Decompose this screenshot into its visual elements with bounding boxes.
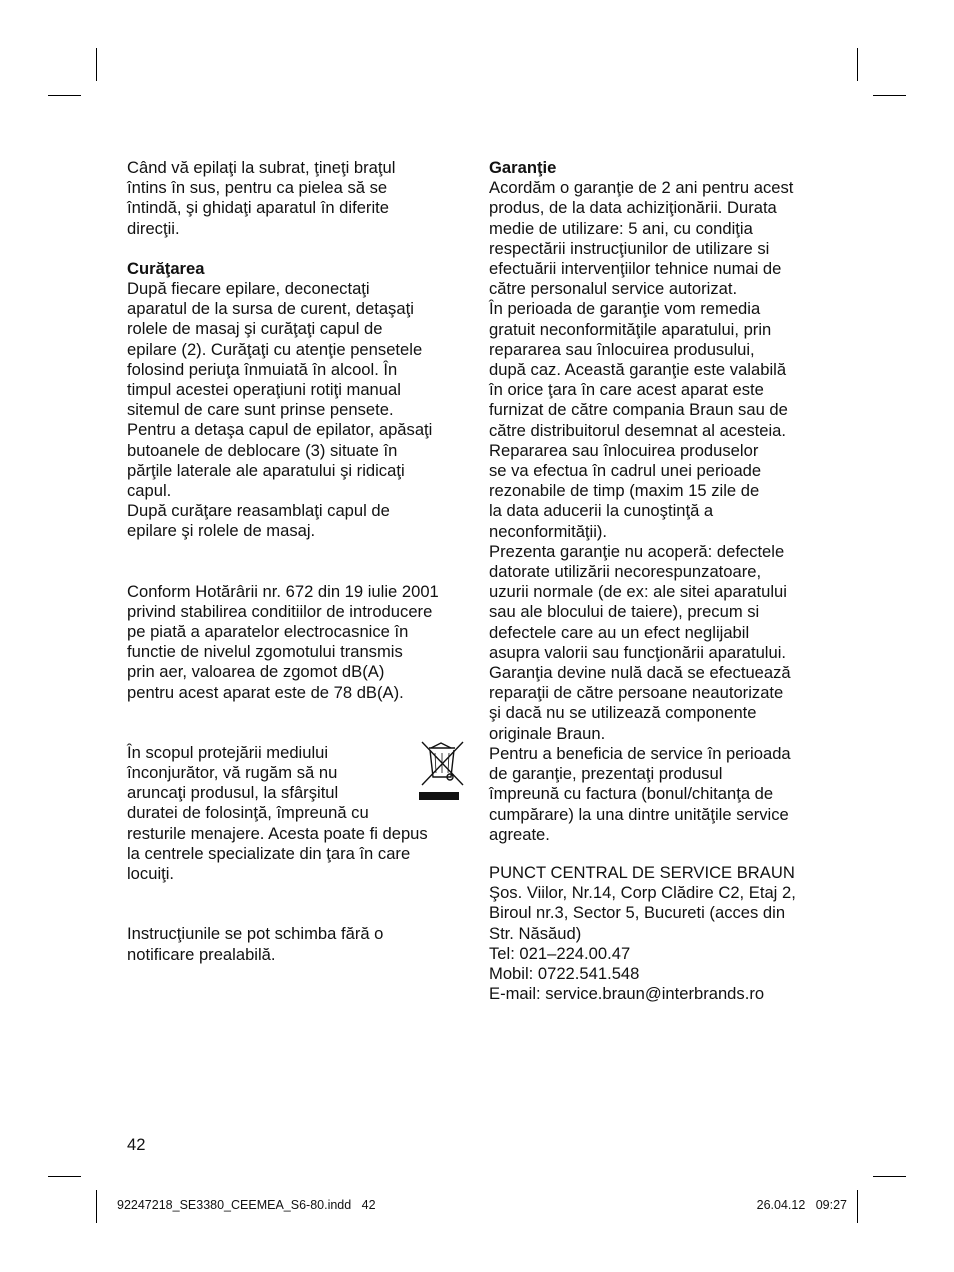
text-line: epilare (2). Curăţaţi cu atenţie pensetele: [127, 339, 423, 359]
text-line: şi dacă nu se utilizează componente: [489, 703, 757, 723]
text-line: de garanţie, prezentaţi produsul: [489, 764, 723, 784]
right-column: [489, 158, 834, 1004]
crop-mark-bottom-right-horizontal: [873, 1176, 906, 1177]
left-column: [127, 158, 467, 965]
text-line: epilare şi rolele de masaj.: [127, 521, 316, 541]
text-line: După curăţare reasamblaţi capul de: [127, 501, 390, 521]
crop-mark-bottom-right-vertical: [857, 1190, 858, 1223]
text-line: Şos. Viilor, Nr.14, Corp Clădire C2, Etaj 2,: [489, 883, 796, 903]
text-line: prin aer, valoarea de zgomot dB(A): [127, 662, 385, 682]
text-line: la centrele specializate din ţara în care: [127, 843, 411, 863]
text-line: gratuit neconformităţile aparatului, prin: [489, 319, 772, 339]
text-line: împreună cu factura (bonul/chitanţa de: [489, 784, 774, 804]
text-line: capul.: [127, 481, 172, 501]
crop-mark-top-right-vertical: [857, 48, 858, 81]
text-line: După fiecare epilare, deconectaţi: [127, 279, 370, 299]
text-line: Repararea sau înlocuirea produselor: [489, 440, 759, 460]
text-line: rolele de masaj şi curăţaţi capul de: [127, 319, 383, 339]
noise-paragraph: [127, 582, 467, 703]
text-line: sitemul de care sunt prinse pensete.: [127, 400, 394, 420]
text-line: furnizat de către compania Braun sau de: [489, 400, 788, 420]
warranty-section: [489, 158, 834, 845]
page-number: 42: [127, 1135, 146, 1154]
text-line: efectuării intervenţiilor tehnice numai de: [489, 259, 782, 279]
text-line: Conform Hotărârii nr. 672 din 19 iulie 2001: [127, 581, 439, 601]
text-line: părţile laterale ale aparatului şi ridicaţi: [127, 460, 405, 480]
phone-line: Tel: 021–224.00.47: [489, 943, 631, 963]
text-line: privind stabilirea conditiilor de introducere: [127, 601, 433, 621]
text-line: medie de utilizare: 5 ani, cu condiţia: [489, 218, 753, 238]
text-line: Garanţia devine nulă dacă se efectuează: [489, 663, 791, 683]
text-line: la data aducerii la cunoştinţă a: [489, 501, 714, 521]
file-slug: 92247218_SE3380_CEEMEA_S6-80.indd 42: [117, 1198, 376, 1212]
text-line: după caz. Această garanţie este valabilă: [489, 360, 787, 380]
service-address: [489, 863, 834, 1004]
text-line: resturile menajere. Acesta poate fi depus: [127, 823, 428, 843]
crop-mark-bottom-left-horizontal: [48, 1176, 81, 1177]
text-line: Pentru a beneficia de service în perioada: [489, 743, 791, 763]
text-line: PUNCT CENTRAL DE SERVICE BRAUN: [489, 862, 795, 882]
text-line: întins în sus, pentru ca pielea să se: [127, 178, 388, 198]
text-line: Prezenta garanţie nu acoperă: defectele: [489, 541, 785, 561]
crop-mark-top-left-horizontal: [48, 95, 81, 96]
text-line: defectele care au un efect neglijabil: [489, 622, 750, 642]
text-line: direcţii.: [127, 218, 180, 238]
text-line: folosind periuţa înmuiată în alcool. În: [127, 359, 398, 379]
mobile-line: Mobil: 0722.541.548: [489, 963, 640, 983]
text-line: se va efectua în cadrul unei perioade: [489, 461, 762, 481]
text-line: În perioada de garanţie vom remedia: [489, 299, 761, 319]
text-line: originale Braun.: [489, 723, 606, 743]
text-line: notificare prealabilă.: [127, 944, 276, 964]
text-line: functie de nivelul zgomotului transmis: [127, 642, 403, 662]
text-line: aruncaţi produsul, la sfârşitul: [127, 783, 339, 803]
text-line: În scopul protejării mediului: [127, 742, 329, 762]
email-line: E-mail: service.braun@interbrands.ro: [489, 984, 765, 1004]
text-line: pe piată a aparatelor electrocasnice în: [127, 622, 409, 642]
notice-paragraph: [127, 924, 467, 964]
text-line: întindă, şi ghidaţi aparatul în diferite: [127, 198, 389, 218]
text-line: înconjurător, vă rugăm să nu: [127, 763, 338, 783]
text-line: rezonabile de timp (maxim 15 zile de: [489, 481, 760, 501]
cleaning-section: [127, 259, 467, 542]
crop-mark-top-left-vertical: [96, 48, 97, 81]
text-line: agreate.: [489, 824, 550, 844]
text-line: respectării instrucţiunilor de utilizare si: [489, 238, 770, 258]
text-line: uzurii normale (de ex: ale sitei aparatului: [489, 582, 787, 602]
text-line: repararea sau înlocuirea produsului,: [489, 339, 755, 359]
text-line: locuiţi.: [127, 864, 175, 884]
text-line: produs, de la data achiziţionării. Durata: [489, 198, 777, 218]
text-line: Biroul nr.3, Sector 5, Bucureti (acces din: [489, 903, 786, 923]
text-line: butoanele de deblocare (3) situate în: [127, 440, 398, 460]
text-line: în orice ţara în care acest aparat este: [489, 380, 764, 400]
text-line: duratei de folosinţă, împreună cu: [127, 803, 369, 823]
text-line: Instrucţiunile se pot schimba fără o: [127, 924, 384, 944]
text-line: pentru acest aparat este de 78 dB(A).: [127, 682, 404, 702]
text-line: sau ale blocului de taiere), precum si: [489, 602, 760, 622]
text-line: timpul acestei operaţiuni rotiţi manual: [127, 380, 401, 400]
warranty-heading: Garanţie: [489, 158, 557, 177]
crop-mark-top-right-horizontal: [873, 95, 906, 96]
intro-paragraph: [127, 158, 467, 239]
text-line: datorate utilizării necorespunzatoare,: [489, 562, 762, 582]
crop-mark-bottom-left-vertical: [96, 1190, 97, 1223]
text-line: către distribuitorul desemnat al acesteia.: [489, 420, 786, 440]
crossed-out-wheelie-bin-icon: [417, 739, 469, 801]
text-line: către personalul service autorizat.: [489, 279, 738, 299]
text-line: aparatul de la sursa de curent, detaşaţi: [127, 299, 414, 319]
disposal-paragraph: [127, 743, 467, 884]
text-line: asupra valorii sau funcţionării aparatului.: [489, 642, 787, 662]
text-line: neconformităţii).: [489, 521, 608, 541]
text-line: cumpărare) la una dintre unităţile service: [489, 804, 789, 824]
text-line: Când vă epilaţi la subrat, ţineţi braţul: [127, 158, 396, 177]
text-line: Acordăm o garanţie de 2 ani pentru acest: [489, 178, 794, 198]
cleaning-heading: Curăţarea: [127, 258, 205, 278]
text-line: Str. Năsăud): [489, 923, 582, 943]
text-line: Pentru a detaşa capul de epilator, apăsaţi: [127, 420, 433, 440]
date-slug: 26.04.12 09:27: [756, 1198, 847, 1212]
text-line: reparaţii de către persoane neautorizate: [489, 683, 784, 703]
